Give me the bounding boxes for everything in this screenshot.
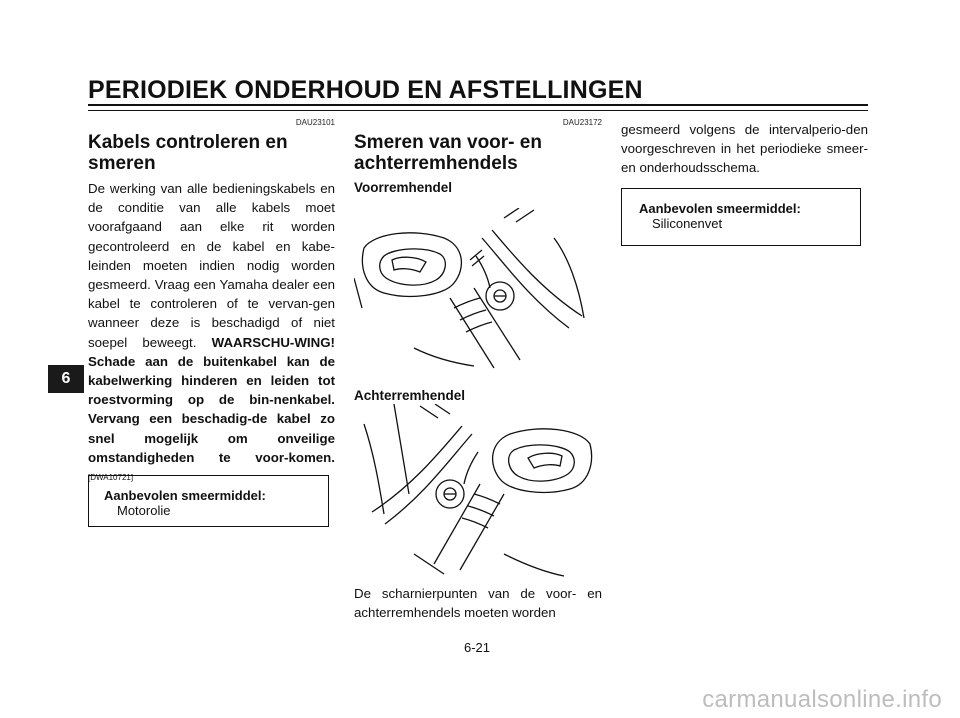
warning-code: [DWA10721] (88, 472, 134, 482)
watermark: carmanualsonline.info (702, 686, 942, 713)
lubricant-box-grease (621, 188, 861, 246)
front-brake-lever-label: Voorremhendel (354, 180, 453, 195)
cables-body-text (88, 179, 335, 487)
front-brake-lever-figure (354, 208, 600, 376)
column-cables (88, 118, 335, 487)
lubricant-box-title: Aanbevolen smeermiddel: (639, 201, 801, 216)
brake-lever-body: De scharnierpunten van de voor- en achterremhendels moeten worden (354, 586, 602, 621)
section-heading-cables: Kabels controleren en smeren (88, 132, 288, 174)
section-heading-brake-levers: Smeren van voor- en achterremhendels (354, 132, 542, 174)
rear-brake-lever-label: Achterremhendel (354, 388, 466, 403)
section-code: DAU23101 (295, 118, 335, 127)
header-rule (88, 104, 868, 111)
lubricant-box-oil (88, 472, 329, 527)
cables-warning: WAARSCHU-WING! Schade aan de buitenkabel kan de kabelwerking hinderen en leiden tot roestvorming op de bin-nenkabel. Vervang een beschadig-de kabel zo snel mogelijk om onveilige omstandigheden te voor-komen. (88, 334, 335, 465)
brake-lever-body-continued: gesmeerd volgens de intervalperio-den voorgeschreven in het periodieke smeer- en onderhoudsschema. (621, 122, 868, 176)
rear-brake-lever-figure (354, 404, 600, 580)
section-code: DAU23172 (562, 118, 602, 127)
chapter-tab: 6 (48, 365, 84, 393)
lubricant-box-value: Siliconenvet (652, 216, 723, 231)
column-brake-levers-continued (621, 120, 868, 178)
lubricant-box-value: Motorolie (117, 503, 171, 518)
page-header-title: PERIODIEK ONDERHOUD EN AFSTELLINGEN (88, 76, 643, 104)
column-brake-levers (354, 118, 602, 195)
lubricant-box-title: Aanbevolen smeermiddel: (104, 488, 266, 503)
cables-body: De werking van alle bedieningskabels en de conditie van alle kabels moet voorafgaand aan elke rit worden gecontroleerd en de kabel en kabe-leinden moeten indien nodig worden gesmeerd. Vraag een Yamaha dealer een kabel te controleren of te vervan-gen wanneer deze is beschadigd of niet soepel beweegt. (88, 181, 335, 350)
page-number: 6-21 (464, 640, 491, 655)
